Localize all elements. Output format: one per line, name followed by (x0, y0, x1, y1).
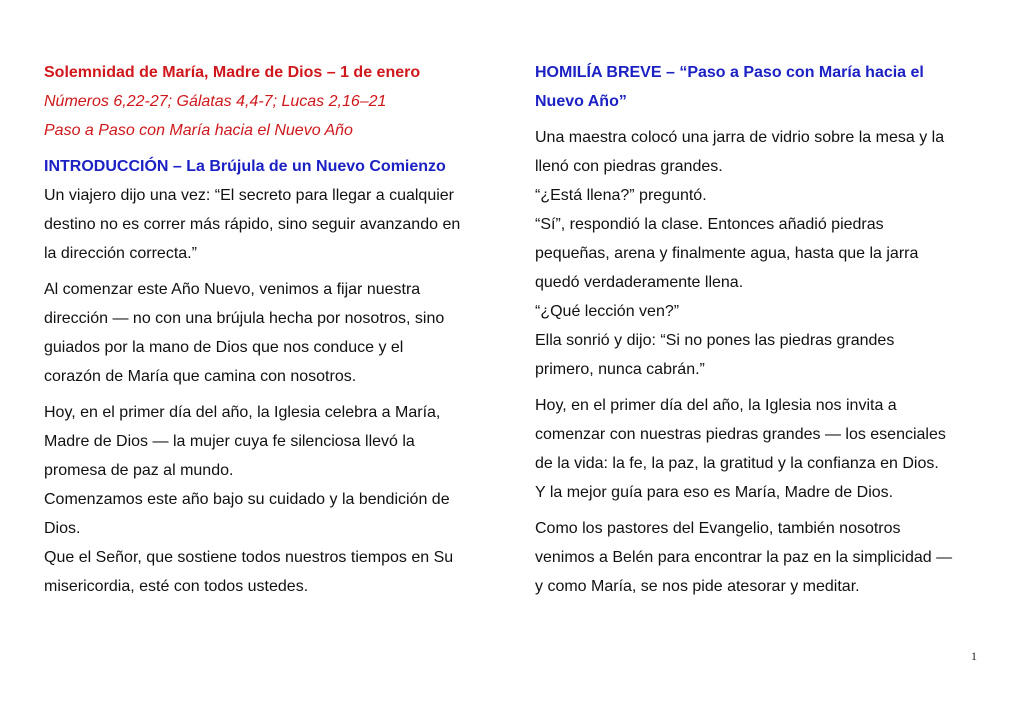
text-line: y como María, se nos pide atesorar y meditar. (535, 578, 860, 595)
homily-paragraph-2 (535, 391, 985, 507)
text-line: Dios. (44, 520, 81, 537)
subtitle: Paso a Paso con María hacia el Nuevo Año (44, 122, 353, 139)
text-line: Al comenzar este Año Nuevo, venimos a fijar nuestra (44, 281, 421, 298)
heading-line: HOMILÍA BREVE – “Paso a Paso con María hacia el (535, 64, 924, 81)
text-line: “¿Qué lección ven?” (535, 303, 680, 320)
text-line: guiados por la mano de Dios que nos conduce y el (44, 339, 404, 356)
text-line: comenzar con nuestras piedras grandes — los esenciales (535, 426, 946, 443)
homily-paragraph-3 (535, 514, 985, 601)
text-line: Comenzamos este año bajo su cuidado y la bendición de (44, 491, 450, 508)
text-line: quedó verdaderamente llena. (535, 274, 744, 291)
text-line: Y la mejor guía para eso es María, Madre de Dios. (535, 484, 894, 501)
text-line: dirección — no con una brújula hecha por nosotros, sino (44, 310, 445, 327)
text-line: misericordia, esté con todos ustedes. (44, 578, 309, 595)
left-column (44, 58, 504, 601)
text-line: primero, nunca cabrán.” (535, 361, 705, 378)
text-line: Como los pastores del Evangelio, también nosotros (535, 520, 901, 537)
text-line: “¿Está llena?” preguntó. (535, 187, 707, 204)
heading-line: Nuevo Año” (535, 93, 627, 110)
intro-heading: INTRODUCCIÓN – La Brújula de un Nuevo Comienzo (44, 158, 446, 175)
homily-heading (535, 58, 985, 116)
text-line: Ella sonrió y dijo: “Si no pones las piedras grandes (535, 332, 895, 349)
intro-paragraph-2 (44, 275, 504, 391)
readings: Números 6,22-27; Gálatas 4,4-7; Lucas 2,16–21 (44, 93, 387, 110)
page-number: 1 (971, 649, 977, 663)
homily-paragraph-1 (535, 123, 985, 384)
text-line: Hoy, en el primer día del año, la Iglesia celebra a María, (44, 404, 441, 421)
text-line: “Sí”, respondió la clase. Entonces añadió piedras (535, 216, 884, 233)
text-line: Un viajero dijo una vez: “El secreto para llegar a cualquier (44, 187, 454, 204)
intro-paragraph-3 (44, 398, 504, 601)
text-line: la dirección correcta.” (44, 245, 197, 262)
text-line: venimos a Belén para encontrar la paz en la simplicidad — (535, 549, 953, 566)
text-line: Hoy, en el primer día del año, la Iglesia nos invita a (535, 397, 897, 414)
intro-paragraph-1 (44, 181, 504, 268)
feast-title: Solemnidad de María, Madre de Dios – 1 de enero (44, 64, 421, 81)
text-line: Que el Señor, que sostiene todos nuestros tiempos en Su (44, 549, 454, 566)
right-column (535, 58, 985, 601)
text-line: pequeñas, arena y finalmente agua, hasta que la jarra (535, 245, 919, 262)
text-line: llenó con piedras grandes. (535, 158, 723, 175)
text-line: promesa de paz al mundo. (44, 462, 234, 479)
text-line: destino no es correr más rápido, sino seguir avanzando en (44, 216, 461, 233)
text-line: corazón de María que camina con nosotros. (44, 368, 357, 385)
text-line: de la vida: la fe, la paz, la gratitud y la confianza en Dios. (535, 455, 939, 472)
text-line: Madre de Dios — la mujer cuya fe silenciosa llevó la (44, 433, 415, 450)
text-line: Una maestra colocó una jarra de vidrio sobre la mesa y la (535, 129, 945, 146)
